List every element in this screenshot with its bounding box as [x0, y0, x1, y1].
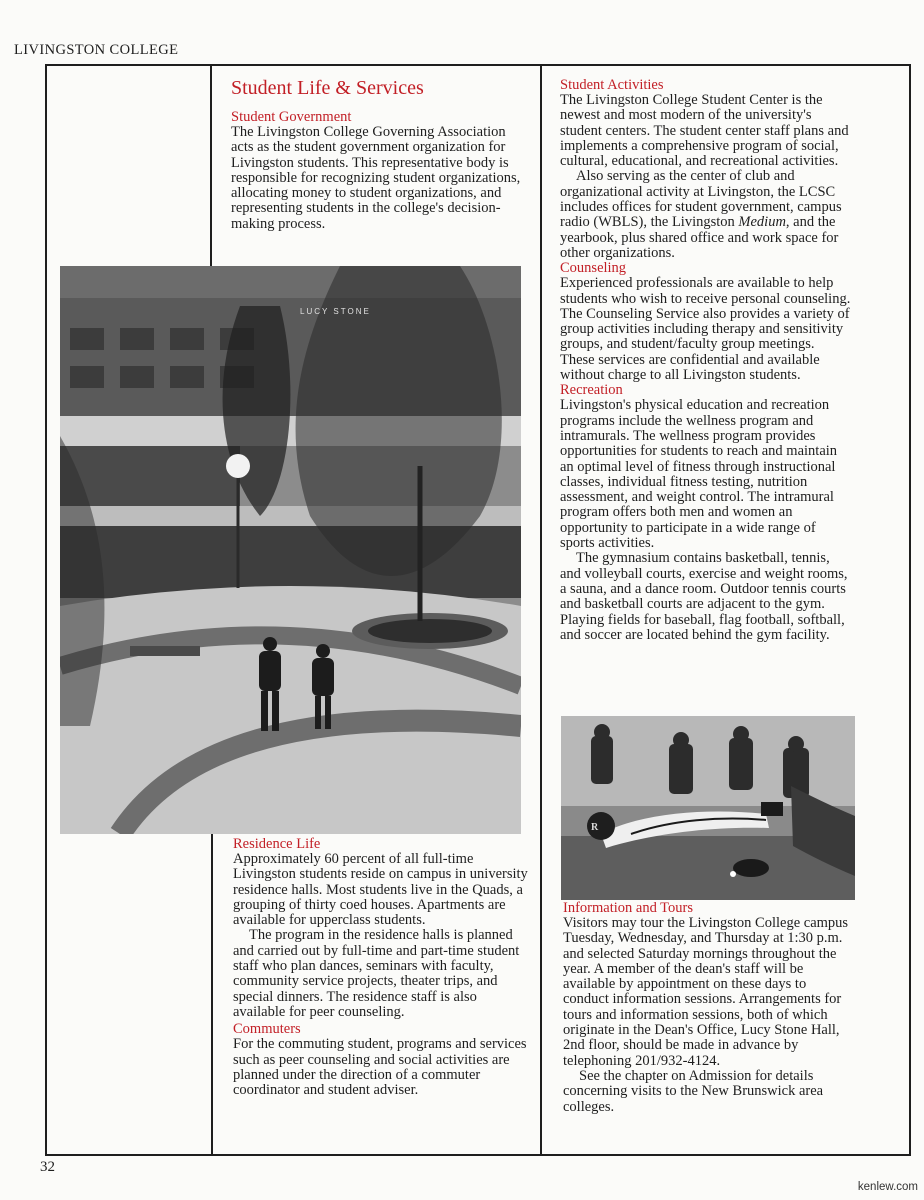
heading-student-government: Student Government — [231, 109, 352, 125]
page-number: 32 — [40, 1159, 55, 1175]
left-column-rule-lower — [211, 833, 213, 1155]
recreation-paragraph-1: Livingston's physical education and recreation programs include the wellness program and intramurals. The wellness program provides opportunities for students to reach and maintain an optimal level of fitness through instructional classes, individual fitness testing, nutrition assessment, and weight control. The intramural program offers both men and women an opportunity to participate in a wide range of sports activities. — [560, 397, 838, 552]
running-head: LIVINGSTON COLLEGE — [14, 42, 179, 58]
heading-residence-life: Residence Life — [233, 836, 321, 852]
recreation-paragraph-2: The gymnasium contains basketball, tennis, and volleyball courts, exercise and weight rooms, a sauna, and a dance room. Outdoor tennis courts and basketball courts are adjacent to the gym. Playing fields for baseball, flag football, softball, and soccer are located behind the gym facility. — [560, 550, 848, 643]
student-activities-paragraph-1: The Livingston College Student Center is the newest and most modern of the university's student centers. The student center staff plans and implements a comprehensive program of social, cultural, educational, and recreational activities. — [560, 92, 849, 170]
left-column-lower — [233, 837, 529, 1098]
heading-student-activities: Student Activities — [560, 77, 664, 93]
student-government-body: The Livingston College Governing Association acts as the student government organization for Livingston students. This representative body is responsible for recognizing student organizations, allocating money to student organizations, and representing students in the college's decision-making process. — [231, 124, 521, 232]
baseball-photo — [561, 716, 855, 900]
student-activities-p2-end: , and the yearbook, plus shared office and work space for other organizations. — [560, 214, 839, 261]
counseling-body: Experienced professionals are available to help students who wish to receive personal counseling. The Counseling Service also provides a variety of group activities including therapy and sensitivity groups, and student/faculty group meetings. These services are confidential and available without charge to all Livingston students. — [560, 275, 851, 384]
center-column-rule — [540, 64, 542, 1156]
lucy-stone-sign: LUCY STONE — [300, 307, 371, 316]
residence-life-paragraph-2: The program in the residence halls is planned and carried out by full-time and part-time student staff who plan dances, seminars with faculty, community service projects, theater trips, and special dinners. The residence staff is also available for peer counseling. — [233, 927, 520, 1020]
heading-information-tours: Information and Tours — [563, 900, 693, 916]
heading-recreation: Recreation — [560, 382, 623, 399]
left-column-rule-upper — [210, 64, 212, 267]
commuters-body: For the commuting student, programs and services such as peer counseling and social activities are planned under the direction of a commuter coordinator and student adviser. — [233, 1036, 527, 1099]
left-column-upper — [231, 76, 528, 232]
student-activities-paragraph-2 — [560, 169, 852, 261]
watermark: kenlew.com — [857, 1181, 918, 1193]
page-title: Student Life & Services — [231, 77, 424, 99]
medium-publication-title: Medium — [738, 214, 786, 231]
information-tours-paragraph-1: Visitors may tour the Livingston College campus Tuesday, Wednesday, and Thursday at 1:30 p.m. and selected Saturday mornings throughout the year. A member of the dean's staff will be available by appointment on these days to conduct information sessions. Arrangements for tours and information sessions, both of which originate in the Dean's Office, Lucy Stone Hall, 2nd floor, should be made in advance by telephoning 201/932-4124. — [563, 915, 849, 1069]
jersey-letter: R — [591, 822, 599, 833]
student-activities-p2-start: Also serving as the center of club and organizational activity at Livingston, the LCSC includes offices for student government, campus radio (WBLS), the Livingston — [560, 168, 842, 231]
heading-counseling: Counseling — [560, 260, 627, 277]
residence-life-paragraph-1: Approximately 60 percent of all full-time Livingston students reside on campus in university residence halls. Most students live in the Quads, a grouping of thirty coed houses. Apartments are available for upperclass students. — [233, 851, 528, 929]
right-column-lower — [563, 901, 855, 1115]
heading-commuters: Commuters — [233, 1021, 301, 1038]
right-column-upper — [560, 78, 852, 643]
campus-photo — [60, 266, 521, 834]
information-tours-paragraph-2: See the chapter on Admission for details concerning visits to the New Brunswick area colleges. — [563, 1067, 824, 1115]
